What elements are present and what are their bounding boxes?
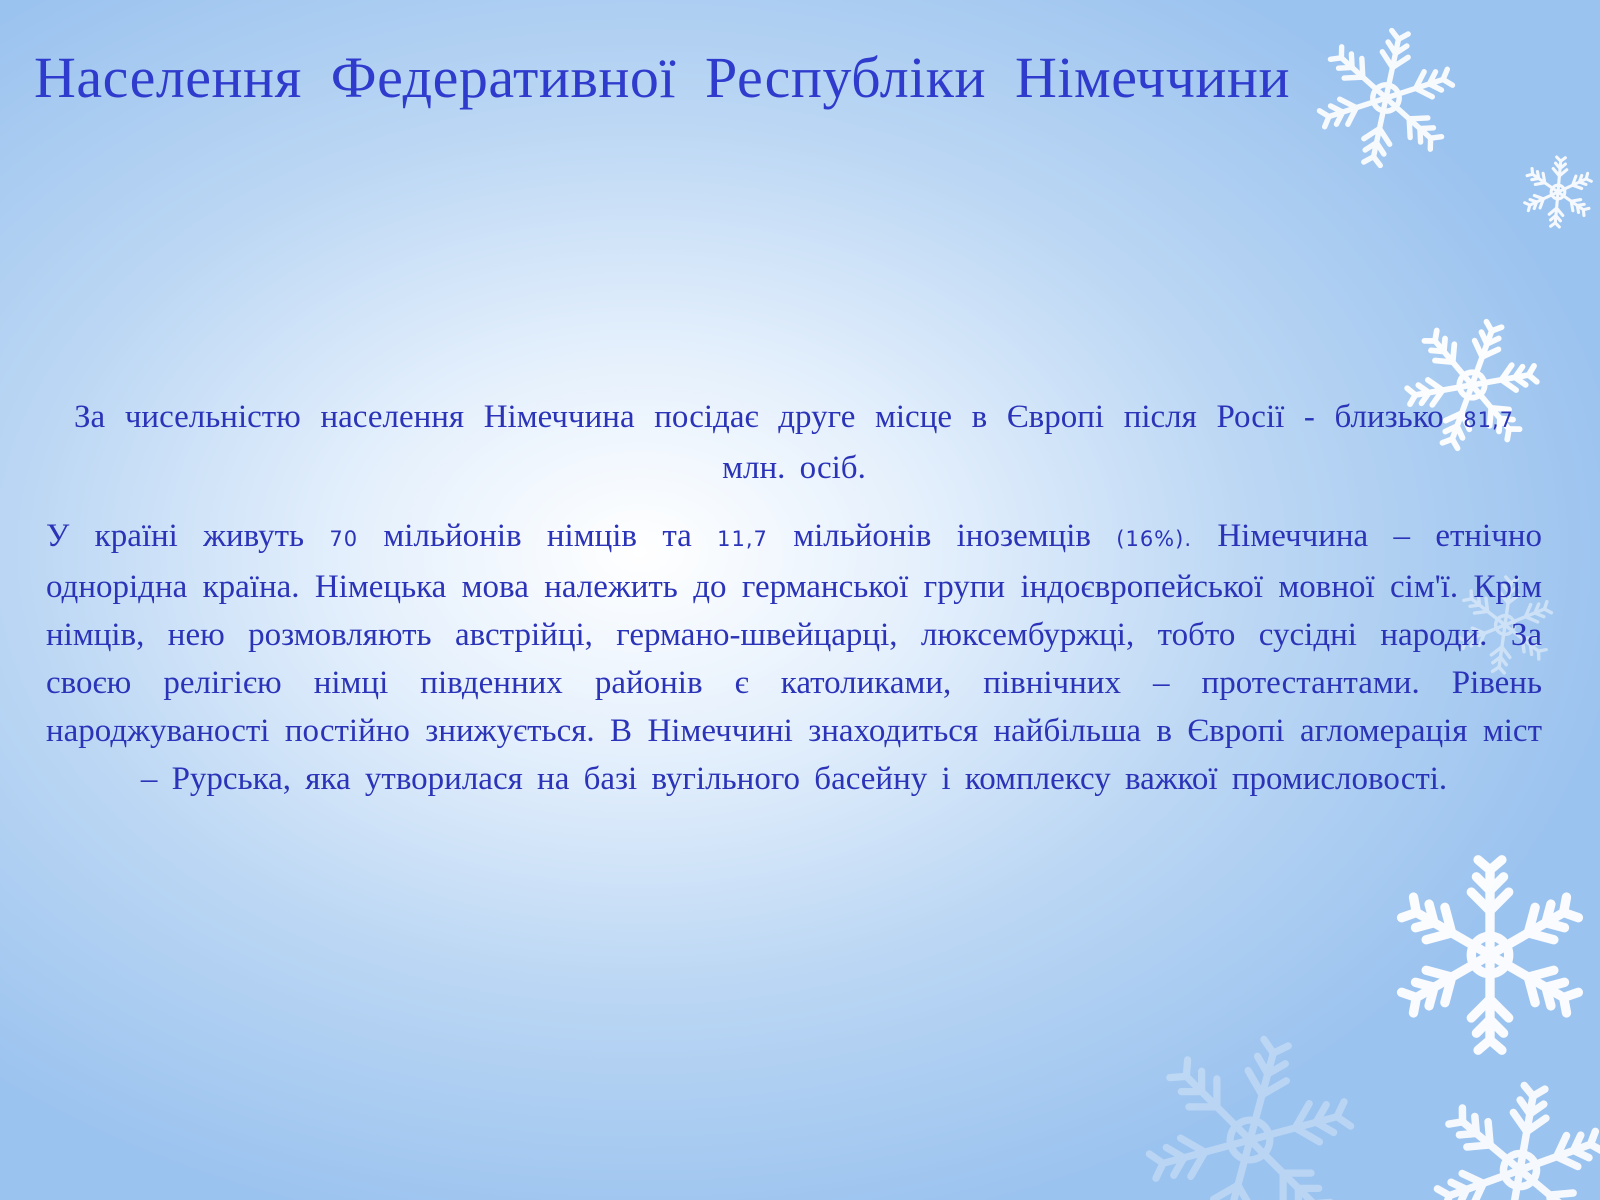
paragraph-population xyxy=(46,393,1542,492)
snowflake-icon xyxy=(1522,154,1595,229)
slide-title: Населення Федеративної Республіки Німеччини xyxy=(34,45,1290,110)
snowflake-icon xyxy=(1398,860,1582,1050)
paragraph-text: мільйонів іноземців xyxy=(767,518,1117,554)
paragraph-text: мільйонів німців та xyxy=(358,518,718,554)
foreigners-percent: (16%). xyxy=(1116,527,1193,551)
snowflake-icon xyxy=(1309,19,1464,177)
foreigners-number: 11,7 xyxy=(717,527,768,551)
paragraph-text: За чисельністю населення Німеччина посідає друге місце в Європі після Росії - близько xyxy=(74,399,1464,435)
paragraph-ethnic-composition xyxy=(46,512,1542,803)
paragraph-text: млн. осіб. xyxy=(722,450,866,486)
slide-body xyxy=(46,393,1542,803)
paragraph-text: Німеччина – етнічно однорідна країна. Німецька мова належить до германської групи індоєвропейської мовної сім'ї. Крім німців, нею розмовляють австрійці, германо-швейцарці, люксембуржці, тобто сусідні народи. За своєю релігією німці південних районів є католиками, північних – протестантами. Рівень народжуваності постійно знижується. В Німеччині знаходиться найбільша в Європі агломерація міст – Рурська, яка утворилася на базі вугільного басейну і комплексу важкої промисловості. xyxy=(46,518,1542,797)
snowflake-icon xyxy=(1426,1073,1600,1200)
paragraph-text: У країні живуть xyxy=(46,518,330,554)
germans-number: 70 xyxy=(329,527,359,551)
population-number: 81,7 xyxy=(1463,408,1514,432)
snowflake-icon xyxy=(1130,1017,1370,1200)
